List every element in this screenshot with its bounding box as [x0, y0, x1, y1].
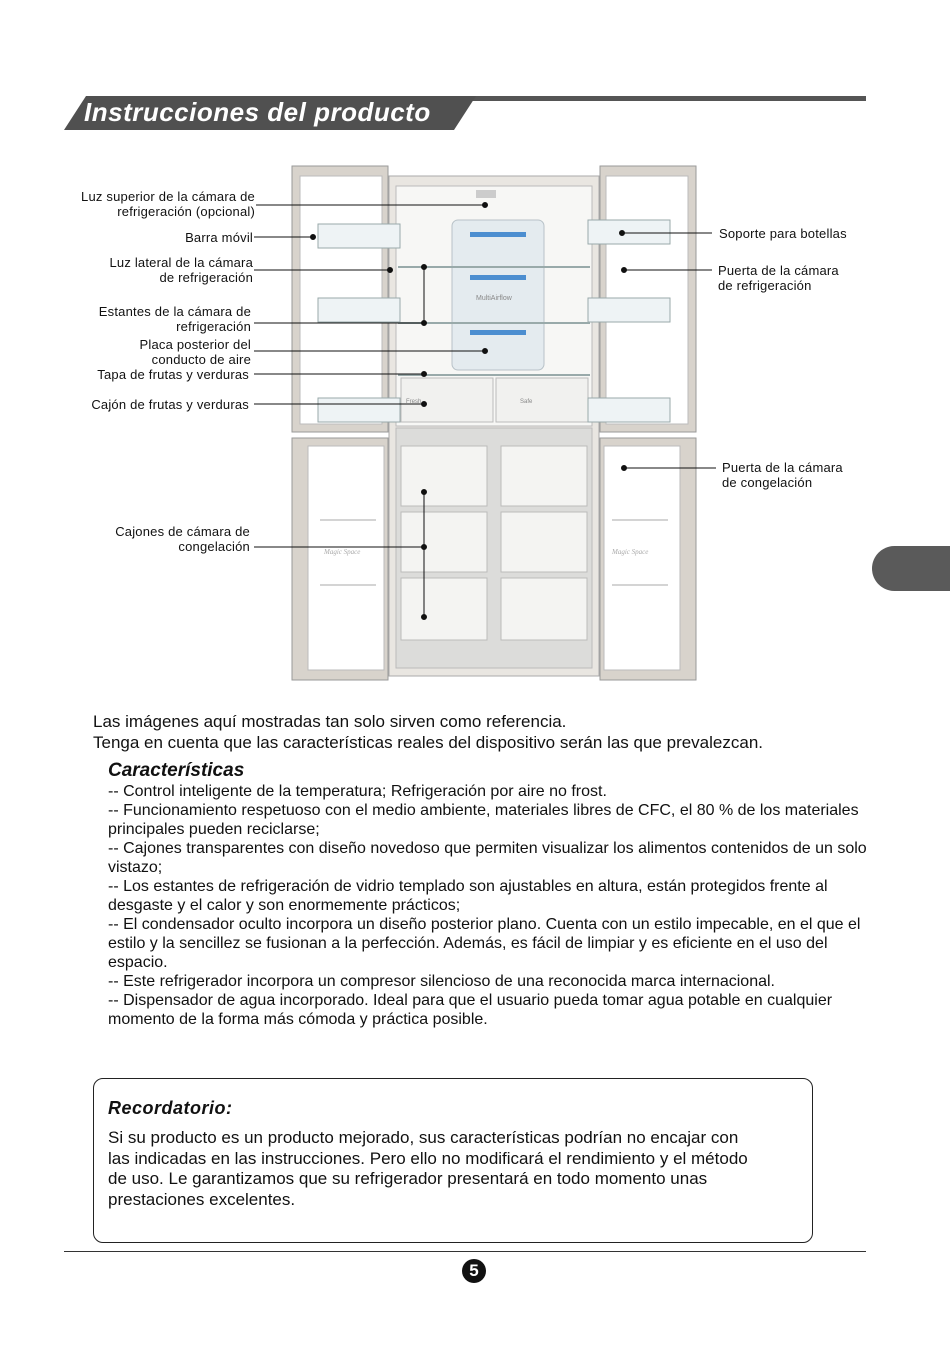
feature-item: -- El condensador oculto incorpora un diseño posterior plano. Cuenta con un estilo impecable, en el que el estilo y la sencillez se fusionan a la perfección. Además, es fácil de limpiar y es eficiente en el uso del espacio.: [108, 916, 861, 971]
label-crisper-drawer: Cajón de frutas y verduras: [91, 397, 249, 412]
duct-vent-2: [470, 275, 526, 280]
label-bottle-holder: Soporte para botellas: [719, 226, 847, 241]
multiairflow-text: MultiAirflow: [476, 295, 512, 302]
freezer-drawer-r1: [501, 446, 587, 506]
label-freezer-drawers: Cajones de cámara de congelación: [115, 524, 250, 554]
notice-line-2: Tenga en cuenta que las características reales del dispositivo serán las que prevalezcan.: [93, 733, 763, 752]
features-title: Características: [108, 760, 245, 781]
feature-item: -- Dispensador de agua incorporado. Ideal para que el usuario pueda tomar agua potable en cualquier momento de la forma más cómoda y práctica posible.: [108, 992, 833, 1028]
feature-item: -- Este refrigerador incorpora un compresor silencioso de una reconocida marca internacional.: [108, 973, 775, 990]
left-freezer-door-liner: [308, 446, 384, 670]
label-fridge-door: Puerta de la cámara de refrigeración: [718, 263, 839, 293]
duct-vent-1: [470, 232, 526, 237]
page-title: Instrucciones del producto: [84, 97, 431, 127]
feature-item: -- Cajones transparentes con diseño novedoso que permiten visualizar los alimentos contenidos de un solo vistazo;: [108, 840, 867, 876]
notice-line-1: Las imágenes aquí mostradas tan solo sirven como referencia.: [93, 712, 567, 731]
label-crisper-cover: Tapa de frutas y verduras: [97, 367, 249, 382]
reminder-text: Si su producto es un producto mejorado, sus características podrían no encajar con las indicadas en las instrucciones. Pero ello no modificará el rendimiento y el método de uso. Le garantizamos que su refrigerador presentará en todo momento unas prestaciones excelentes.: [108, 1128, 748, 1209]
feature-item: -- Los estantes de refrigeración de vidrio templado son ajustables en altura, están protegidos frente al desgaste y el calor y son enormemente prácticos;: [108, 878, 828, 914]
reminder-title: Recordatorio:: [108, 1098, 233, 1118]
features-list: [108, 782, 878, 1029]
left-magic-space-text: Magic Space: [324, 548, 361, 556]
right-bottle-shelf-2: [588, 298, 670, 322]
drawer-left-text: Fresh: [406, 399, 422, 405]
right-magic-space-text: Magic Space: [612, 548, 649, 556]
left-bottle-shelf-1: [318, 224, 400, 248]
right-bottle-shelf-1: [588, 220, 670, 244]
crisper-drawer-right: [496, 378, 588, 422]
page-number: 5: [462, 1259, 486, 1283]
freezer-drawer-l3: [401, 578, 487, 640]
label-air-duct-plate: Placa posterior del conducto de aire: [139, 337, 251, 367]
freezer-drawer-r2: [501, 512, 587, 572]
freezer-drawer-r3: [501, 578, 587, 640]
label-fridge-shelves: Estantes de la cámara de refrigeración: [98, 304, 251, 334]
top-light: [476, 190, 496, 198]
left-bottle-shelf-3: [318, 398, 400, 422]
freezer-drawer-l2: [401, 512, 487, 572]
right-bottle-shelf-3: [588, 398, 670, 422]
label-side-light: Luz lateral de la cámara de refrigeración: [109, 255, 253, 285]
freezer-drawer-l1: [401, 446, 487, 506]
label-top-light: Luz superior de la cámara de refrigeración (opcional): [81, 189, 255, 219]
label-freezer-door: Puerta de la cámara de congelación: [722, 460, 843, 490]
label-movable-bar: Barra móvil: [185, 230, 253, 245]
feature-item: -- Funcionamiento respetuoso con el medio ambiente, materiales libres de CFC, el 80 % de los materiales principales pueden reciclarse;: [108, 802, 859, 838]
drawer-right-text: Safe: [520, 399, 533, 405]
feature-item: -- Control inteligente de la temperatura; Refrigeración por aire no frost.: [108, 783, 607, 800]
footer-rule: [64, 1251, 866, 1252]
left-bottle-shelf-2: [318, 298, 400, 322]
right-freezer-door-liner: [604, 446, 680, 670]
duct-vent-3: [470, 330, 526, 335]
